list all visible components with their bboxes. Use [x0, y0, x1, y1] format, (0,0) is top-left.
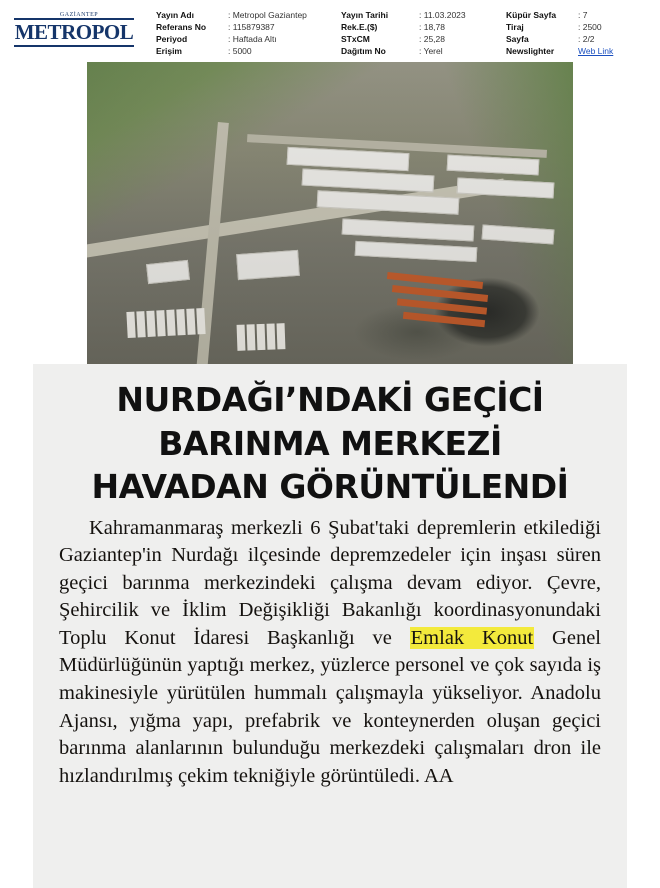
metadata-column-3: [506, 10, 636, 57]
publication-logo: [14, 6, 134, 47]
page-title: [59, 378, 601, 509]
metadata-row: [506, 22, 636, 33]
metadata-value: : 115879387: [228, 22, 275, 32]
metadata-key: Referans No: [156, 22, 207, 32]
metadata-value: : Metropol Gaziantep: [228, 10, 307, 20]
newspaper-clipping: [0, 62, 660, 888]
metadata-row: [156, 46, 341, 57]
newslighter-web-link[interactable]: Web Link: [578, 46, 614, 56]
aerial-photo: [87, 62, 573, 364]
metadata-key: Rek.E.($): [341, 22, 378, 32]
metadata-key: Newslighter: [506, 46, 555, 56]
metadata-key: Dağıtım No: [341, 46, 386, 56]
metadata-key: Periyod: [156, 34, 188, 44]
metadata-key: STxCM: [341, 34, 370, 44]
metadata-value: : 25,28: [419, 34, 445, 44]
clipping-header: [0, 0, 660, 62]
metadata-value: : Haftada Altı: [228, 34, 277, 44]
metadata-key: Küpür Sayfa: [506, 10, 557, 20]
photo-overlay: [87, 62, 573, 364]
metadata-row: [341, 22, 506, 33]
metadata-key: Erişim: [156, 46, 182, 56]
metadata-column-2: [341, 10, 506, 57]
headline-line-2: BARINMA MERKEZİ: [158, 423, 502, 463]
headline-line-1: NURDAĞI’NDAKİ GEÇİCİ: [116, 380, 544, 419]
article-text-before: Kahramanmaraş merkezli 6 Şubat'taki depremlerin etkilediği Gaziantep'in Nurdağı ilçesinde depremzedeler için inşası süren geçici barınma merkezindeki çalışma devam ediyor. Çevre, Şehircilik ve İklim Değişikliği Bakanlığı koordinasyonundaki Toplu Konut İdaresi Başkanlığı ve: [59, 516, 601, 649]
metadata-value: : 11.03.2023: [419, 10, 466, 20]
metadata-value: : 2/2: [578, 34, 595, 44]
metadata-value: : Yerel: [419, 46, 443, 56]
metadata-row: [156, 10, 341, 21]
metadata-key: Yayın Tarihi: [341, 10, 389, 20]
metadata-row: [341, 34, 506, 45]
metadata-value: : 2500: [578, 22, 602, 32]
logo-top-text: GAZİANTEP: [59, 12, 99, 18]
article-body-panel: [33, 364, 627, 888]
metadata-row: [506, 46, 636, 57]
article-text-after: Genel Müdürlüğünün yaptığı merkez, yüzlerce personel ve çok sayıda iş makinesiyle yürütülen hummalı çalışmayla yükseliyor. Anadolu Ajansı, yığma yapı, prefabrik ve konteynerden oluşan geçici barınma alanlarının bulunduğu merkezdeki çalışmaları dron ile hızlandırılmış çekim tekniğiyle görüntüledi. AA: [59, 626, 601, 787]
metadata-row: [341, 10, 506, 21]
metadata-table: [134, 6, 652, 57]
logo-name: METROPOL: [14, 18, 134, 47]
metadata-key: Sayfa: [506, 34, 529, 44]
headline-line-3: HAVADAN GÖRÜNTÜLENDİ: [91, 467, 569, 507]
article-text: [59, 515, 601, 791]
metadata-value: : 7: [578, 10, 588, 20]
metadata-column-1: [156, 10, 341, 57]
metadata-row: [506, 10, 636, 21]
metadata-row: [156, 34, 341, 45]
highlighted-keyword: Emlak Konut: [410, 626, 534, 649]
metadata-key: Tiraj: [506, 22, 524, 32]
metadata-row: [156, 22, 341, 33]
metadata-value: : 5000: [228, 46, 252, 56]
metadata-row: [341, 46, 506, 57]
metadata-value: : 18,78: [419, 22, 445, 32]
metadata-key: Yayın Adı: [156, 10, 194, 20]
metadata-row: [506, 34, 636, 45]
